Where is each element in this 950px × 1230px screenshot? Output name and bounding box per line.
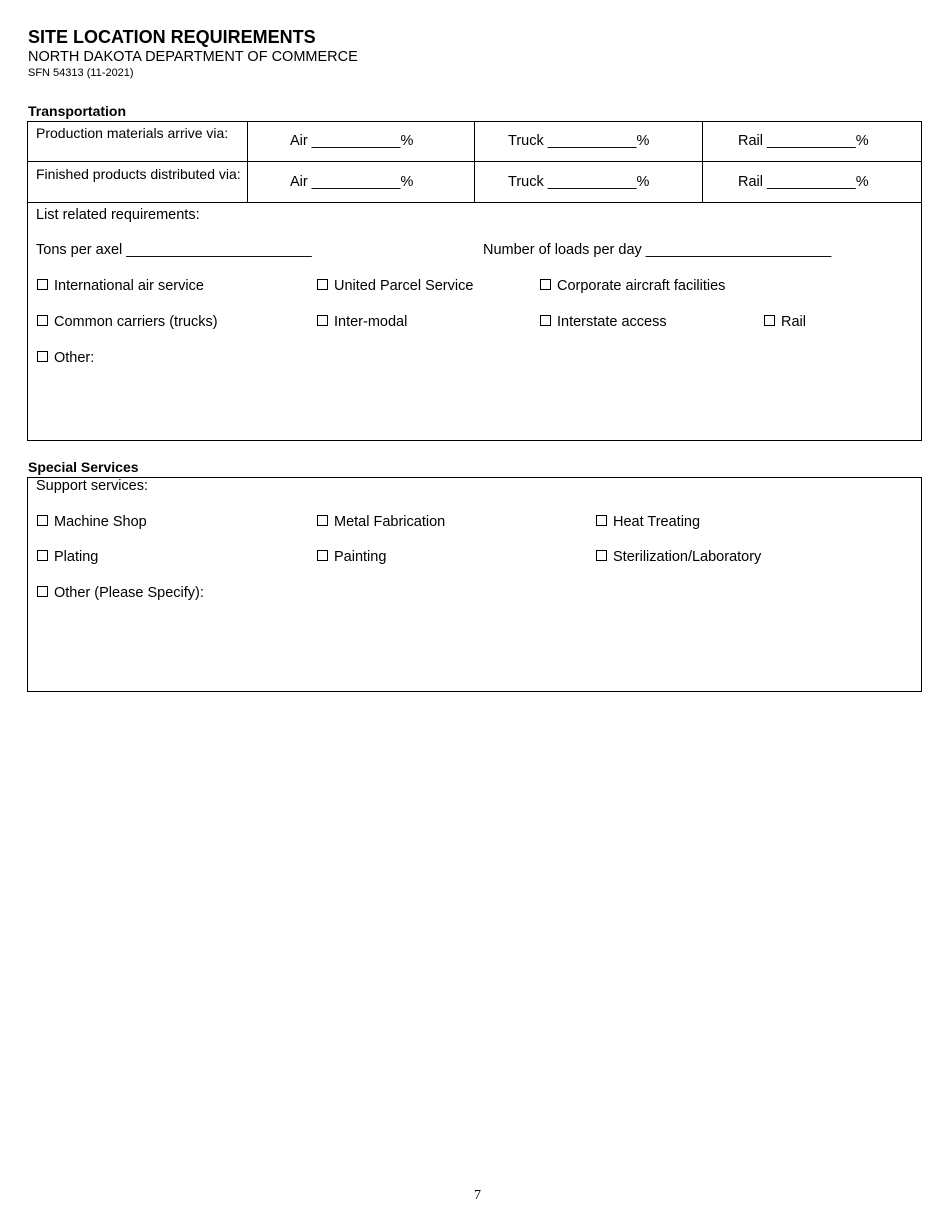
checkbox-icon bbox=[317, 550, 328, 561]
checkbox-icon bbox=[37, 586, 48, 597]
international-air-checkbox[interactable] bbox=[37, 278, 204, 294]
checkbox-label: Other (Please Specify): bbox=[54, 585, 204, 601]
checkbox-icon bbox=[764, 315, 775, 326]
list-requirements-label: List related requirements: bbox=[36, 207, 200, 223]
common-carriers-checkbox[interactable] bbox=[37, 314, 218, 330]
painting-checkbox[interactable] bbox=[317, 549, 386, 565]
checkbox-icon bbox=[37, 515, 48, 526]
checkbox-icon bbox=[317, 515, 328, 526]
column-divider bbox=[247, 121, 248, 203]
checkbox-label: Plating bbox=[54, 549, 99, 565]
transport-other-checkbox[interactable] bbox=[37, 350, 94, 366]
checkbox-icon bbox=[596, 515, 607, 526]
sterilization-checkbox[interactable] bbox=[596, 549, 761, 565]
tons-per-axel-field[interactable]: Tons per axel _______________________ bbox=[36, 242, 312, 258]
checkbox-label: Corporate aircraft facilities bbox=[557, 278, 726, 294]
plating-checkbox[interactable] bbox=[37, 549, 98, 565]
production-air-percent-field[interactable]: Air ___________% bbox=[290, 133, 414, 149]
finished-truck-percent-field[interactable]: Truck ___________% bbox=[508, 174, 650, 190]
special-services-heading: Special Services bbox=[28, 459, 139, 475]
checkbox-icon bbox=[540, 315, 551, 326]
checkbox-icon bbox=[37, 351, 48, 362]
checkbox-icon bbox=[37, 550, 48, 561]
page-number: 7 bbox=[474, 1188, 481, 1203]
checkbox-icon bbox=[317, 279, 328, 290]
finished-rail-percent-field[interactable]: Rail ___________% bbox=[738, 174, 869, 190]
checkbox-label: International air service bbox=[54, 278, 204, 294]
production-rail-percent-field[interactable]: Rail ___________% bbox=[738, 133, 869, 149]
production-materials-label: Production materials arrive via: bbox=[36, 125, 229, 141]
heat-treating-checkbox[interactable] bbox=[596, 514, 700, 530]
department-name: NORTH DAKOTA DEPARTMENT OF COMMERCE bbox=[28, 49, 358, 65]
rail-checkbox[interactable] bbox=[764, 314, 806, 330]
checkbox-label: Interstate access bbox=[557, 314, 667, 330]
checkbox-icon bbox=[596, 550, 607, 561]
metal-fabrication-checkbox[interactable] bbox=[317, 514, 445, 530]
interstate-access-checkbox[interactable] bbox=[540, 314, 667, 330]
machine-shop-checkbox[interactable] bbox=[37, 514, 147, 530]
form-title: SITE LOCATION REQUIREMENTS bbox=[28, 27, 316, 47]
form-number: SFN 54313 (11-2021) bbox=[28, 67, 134, 79]
loads-per-day-field[interactable]: Number of loads per day _______________________ bbox=[483, 242, 832, 258]
checkbox-icon bbox=[37, 315, 48, 326]
checkbox-label: Common carriers (trucks) bbox=[54, 314, 218, 330]
inter-modal-checkbox[interactable] bbox=[317, 314, 407, 330]
checkbox-label: Sterilization/Laboratory bbox=[613, 549, 762, 565]
column-divider bbox=[474, 121, 475, 203]
checkbox-label: Inter-modal bbox=[334, 314, 408, 330]
corporate-aircraft-checkbox[interactable] bbox=[540, 278, 725, 294]
column-divider bbox=[702, 121, 703, 203]
checkbox-icon bbox=[540, 279, 551, 290]
checkbox-label: Painting bbox=[334, 549, 387, 565]
checkbox-icon bbox=[317, 315, 328, 326]
production-truck-percent-field[interactable]: Truck ___________% bbox=[508, 133, 650, 149]
services-other-checkbox[interactable] bbox=[37, 585, 204, 601]
checkbox-label: Metal Fabrication bbox=[334, 514, 446, 530]
checkbox-label: United Parcel Service bbox=[334, 278, 474, 294]
support-services-label: Support services: bbox=[36, 478, 149, 494]
transportation-heading: Transportation bbox=[28, 103, 127, 119]
checkbox-icon bbox=[37, 279, 48, 290]
finished-products-label: Finished products distributed via: bbox=[36, 166, 241, 182]
ups-checkbox[interactable] bbox=[317, 278, 473, 294]
checkbox-label: Machine Shop bbox=[54, 514, 147, 530]
checkbox-label: Heat Treating bbox=[613, 514, 701, 530]
checkbox-label: Rail bbox=[781, 314, 806, 330]
checkbox-label: Other: bbox=[54, 350, 95, 366]
finished-air-percent-field[interactable]: Air ___________% bbox=[290, 174, 414, 190]
